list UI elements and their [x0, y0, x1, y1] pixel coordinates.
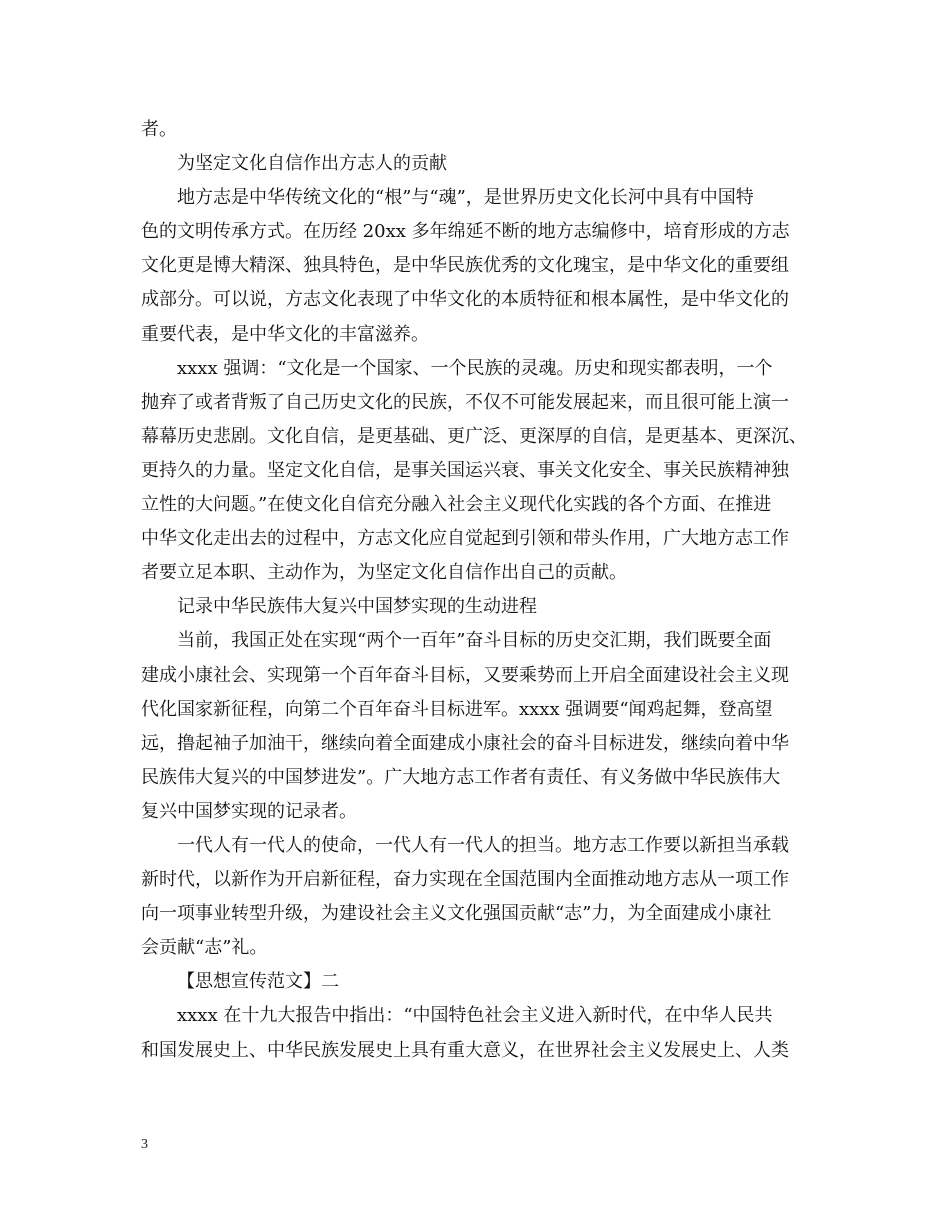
text-line: 【思想宣传范文】二 [177, 971, 339, 993]
page-number: 3 [141, 1137, 148, 1152]
text-line: 重要代表，是中华文化的丰富滋养。 [141, 323, 429, 345]
text-line: 向一项事业转型升级，为建设社会主义文化强国贡献“志”力，为全面建成小康社 [141, 903, 772, 925]
text-line: 远，撸起袖子加油干，继续向着全面建成小康社会的奋斗目标进发，继续向着中华 [141, 732, 789, 754]
text-line: 复兴中国梦实现的记录者。 [141, 800, 357, 822]
text-line: 为坚定文化自信作出方志人的贡献 [177, 153, 447, 175]
text-line: 会贡献“志”礼。 [141, 937, 268, 959]
text-line: 中华文化走出去的过程中，方志文化应自觉起到引领和带头作用，广大地方志工作 [141, 528, 789, 550]
text-line: 一代人有一代人的使命，一代人有一代人的担当。地方志工作要以新担当承载 [177, 834, 789, 856]
text-line: 当前，我国正处在实现“两个一百年”奋斗目标的历史交汇期，我们既要全面 [177, 630, 772, 652]
text-line: 记录中华民族伟大复兴中国梦实现的生动进程 [177, 596, 537, 618]
text-line: 者。 [141, 119, 177, 140]
text-line: 建成小康社会、实现第一个百年奋斗目标，又要乘势而上开启全面建设社会主义现 [141, 664, 789, 686]
text-line: 代化国家新征程，向第二个百年奋斗目标进军。xxxx 强调要“闻鸡起舞，登高望 [141, 698, 773, 720]
text-line: 成部分。可以说，方志文化表现了中华文化的本质特征和根本属性，是中华文化的 [141, 289, 789, 311]
text-line: 文化更是博大精深、独具特色，是中华民族优秀的文化瑰宝，是中华文化的重要组 [141, 255, 789, 277]
document-body [141, 113, 811, 1068]
text-line: 地方志是中华传统文化的“根”与“魂”，是世界历史文化长河中具有中国特 [177, 187, 754, 209]
text-line: 更持久的力量。坚定文化自信，是事关国运兴衰、事关文化安全、事关民族精神独 [141, 459, 789, 481]
text-line: 幕幕历史悲剧。文化自信，是更基础、更广泛、更深厚的自信，是更基本、更深沉、 [141, 425, 807, 447]
text-line: 民族伟大复兴的中国梦进发”。广大地方志工作者有责任、有义务做中华民族伟大 [141, 766, 781, 788]
text-line: 色的文明传承方式。在历经 20xx 多年绵延不断的地方志编修中，培育形成的方志 [141, 221, 790, 243]
text-line: xxxx 在十九大报告中指出：“中国特色社会主义进入新时代，在中华人民共 [177, 1005, 773, 1027]
text-line: 者要立足本职、主动作为，为坚定文化自信作出自己的贡献。 [141, 562, 627, 584]
text-line: 新时代，以新作为开启新征程，奋力实现在全国范围内全面推动地方志从一项工作 [141, 869, 789, 891]
text-line: 抛弃了或者背叛了自己历史文化的民族，不仅不可能发展起来，而且很可能上演一 [141, 391, 789, 413]
text-line: 立性的大问题。”在使文化自信充分融入社会主义现代化实践的各个方面、在推进 [141, 494, 772, 516]
text-line: 和国发展史上、中华民族发展史上具有重大意义，在世界社会主义发展史上、人类 [141, 1039, 789, 1061]
text-line: xxxx 强调：“文化是一个国家、一个民族的灵魂。历史和现实都表明，一个 [177, 357, 773, 379]
